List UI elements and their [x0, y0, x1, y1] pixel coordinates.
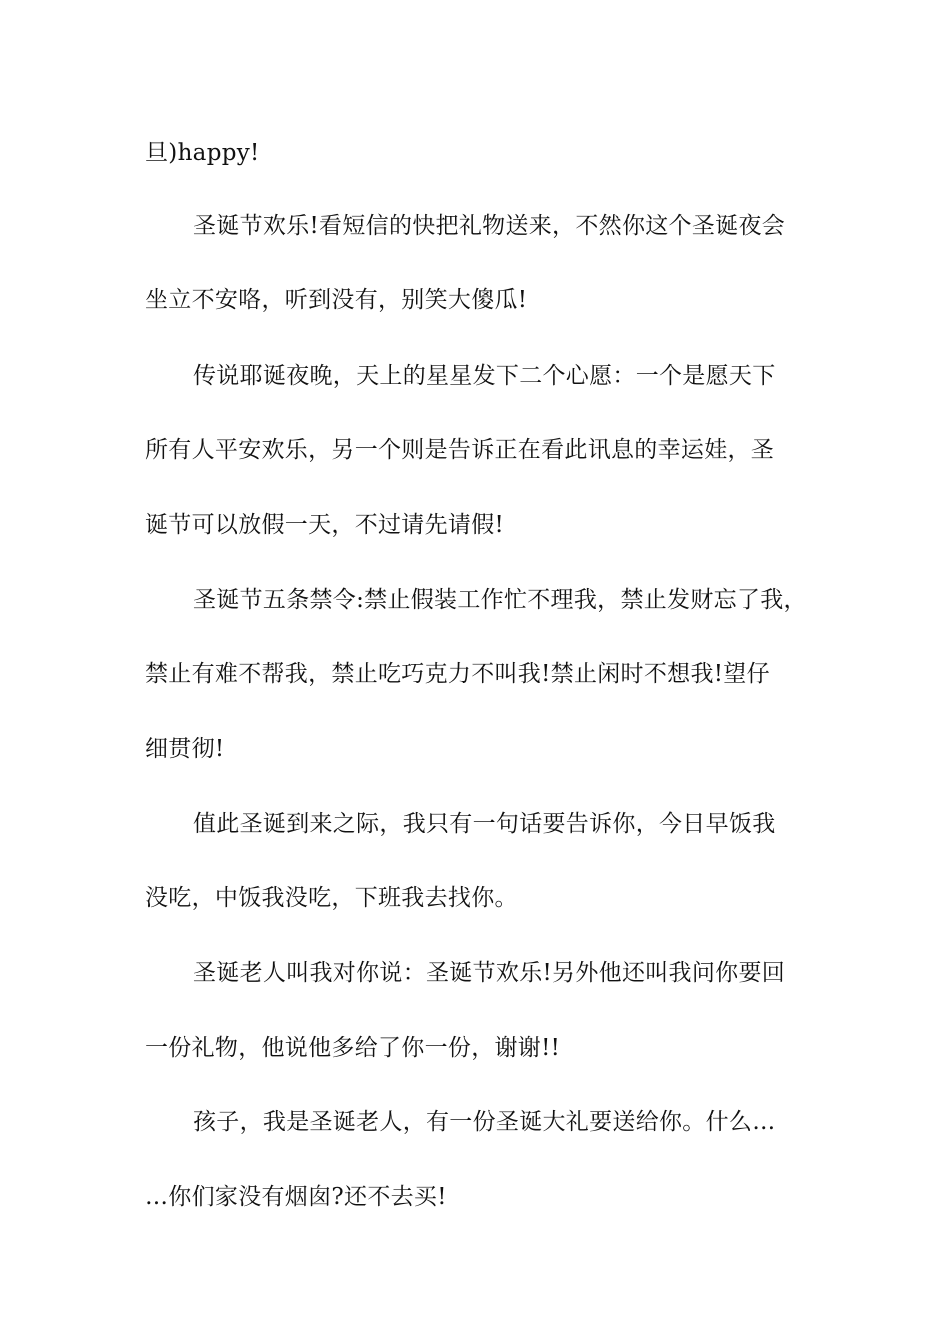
paragraph-line: 圣诞老人叫我对你说：圣诞节欢乐!另外他还叫我问你要回 — [193, 960, 786, 986]
text-line: 细贯彻! — [145, 736, 225, 762]
paragraph-line: 孩子，我是圣诞老人，有一份圣诞大礼要送给你。什么… — [193, 1109, 776, 1135]
text-line: 所有人平安欢乐，另一个则是告诉正在看此讯息的幸运娃，圣 — [145, 437, 775, 463]
text-line: 一份礼物，他说他多给了你一份，谢谢!! — [145, 1035, 561, 1061]
text-line: 诞节可以放假一天，不过请先请假! — [145, 512, 505, 538]
text-line: …你们家没有烟囱?还不去买! — [145, 1184, 447, 1210]
text-line: 坐立不安咯，听到没有，别笑大傻瓜! — [145, 287, 528, 313]
paragraph-line: 圣诞节欢乐!看短信的快把礼物送来，不然你这个圣诞夜会 — [193, 213, 786, 239]
text-line: 没吃，中饭我没吃，下班我去找你。 — [145, 885, 518, 911]
paragraph-line: 值此圣诞到来之际，我只有一句话要告诉你，今日早饭我 — [193, 811, 776, 837]
text-line: 旦)happy! — [145, 140, 260, 166]
paragraph-line: 传说耶诞夜晚，天上的星星发下二个心愿：一个是愿天下 — [193, 363, 776, 389]
paragraph-line: 圣诞节五条禁令:禁止假装工作忙不理我，禁止发财忘了我， — [193, 587, 807, 613]
text-line: 禁止有难不帮我，禁止吃巧克力不叫我!禁止闲时不想我!望仔 — [145, 661, 770, 687]
